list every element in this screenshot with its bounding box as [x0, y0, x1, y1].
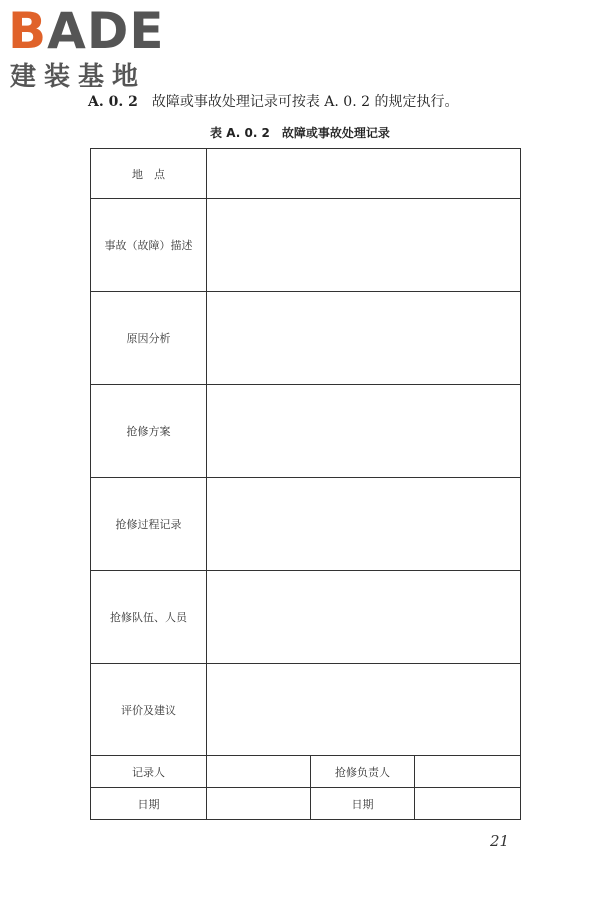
clause-text: 故障或事故处理记录可按表 A. 0. 2 的规定执行。	[151, 94, 459, 110]
logo-subtitle: 建装基地	[10, 62, 147, 92]
logo-rest-letters: ADE	[47, 2, 165, 60]
page-number: 21	[490, 832, 510, 850]
row-value-evaluation[interactable]	[207, 664, 521, 756]
row-value-location[interactable]	[207, 149, 521, 199]
table-row	[91, 756, 521, 788]
row-label-process: 抢修过程记录	[91, 478, 207, 571]
row-value-team[interactable]	[207, 571, 521, 664]
clause-number: A. 0. 2	[88, 94, 138, 110]
table-row	[91, 149, 521, 199]
date-label-left: 日期	[91, 788, 207, 820]
table-row	[91, 478, 521, 571]
row-label-cause: 原因分析	[91, 292, 207, 385]
logo-wordmark	[8, 4, 164, 58]
recorder-label: 记录人	[91, 756, 207, 788]
row-value-cause[interactable]	[207, 292, 521, 385]
table-row	[91, 199, 521, 292]
table-row	[91, 385, 521, 478]
table-number: 表 A. 0. 2	[210, 126, 270, 140]
date-label-right: 日期	[311, 788, 415, 820]
recorder-value[interactable]	[207, 756, 311, 788]
date-value-right[interactable]	[415, 788, 521, 820]
row-label-plan: 抢修方案	[91, 385, 207, 478]
row-label-evaluation: 评价及建议	[91, 664, 207, 756]
repair-leader-label: 抢修负责人	[311, 756, 415, 788]
table-row	[91, 571, 521, 664]
table-title-text: 故障或事故处理记录	[281, 126, 390, 140]
row-label-description: 事故（故障）描述	[91, 199, 207, 292]
repair-leader-value[interactable]	[415, 756, 521, 788]
logo-accent-letter: B	[8, 2, 48, 60]
table-row	[91, 788, 521, 820]
table-row	[91, 292, 521, 385]
row-value-plan[interactable]	[207, 385, 521, 478]
row-label-team: 抢修队伍、人员	[91, 571, 207, 664]
row-value-process[interactable]	[207, 478, 521, 571]
table-row	[91, 664, 521, 756]
fault-record-table	[90, 148, 521, 820]
brand-logo	[8, 4, 178, 94]
row-label-location: 地 点	[91, 149, 207, 199]
clause-line	[88, 92, 458, 112]
table-title	[0, 124, 600, 142]
date-value-left[interactable]	[207, 788, 311, 820]
row-value-description[interactable]	[207, 199, 521, 292]
